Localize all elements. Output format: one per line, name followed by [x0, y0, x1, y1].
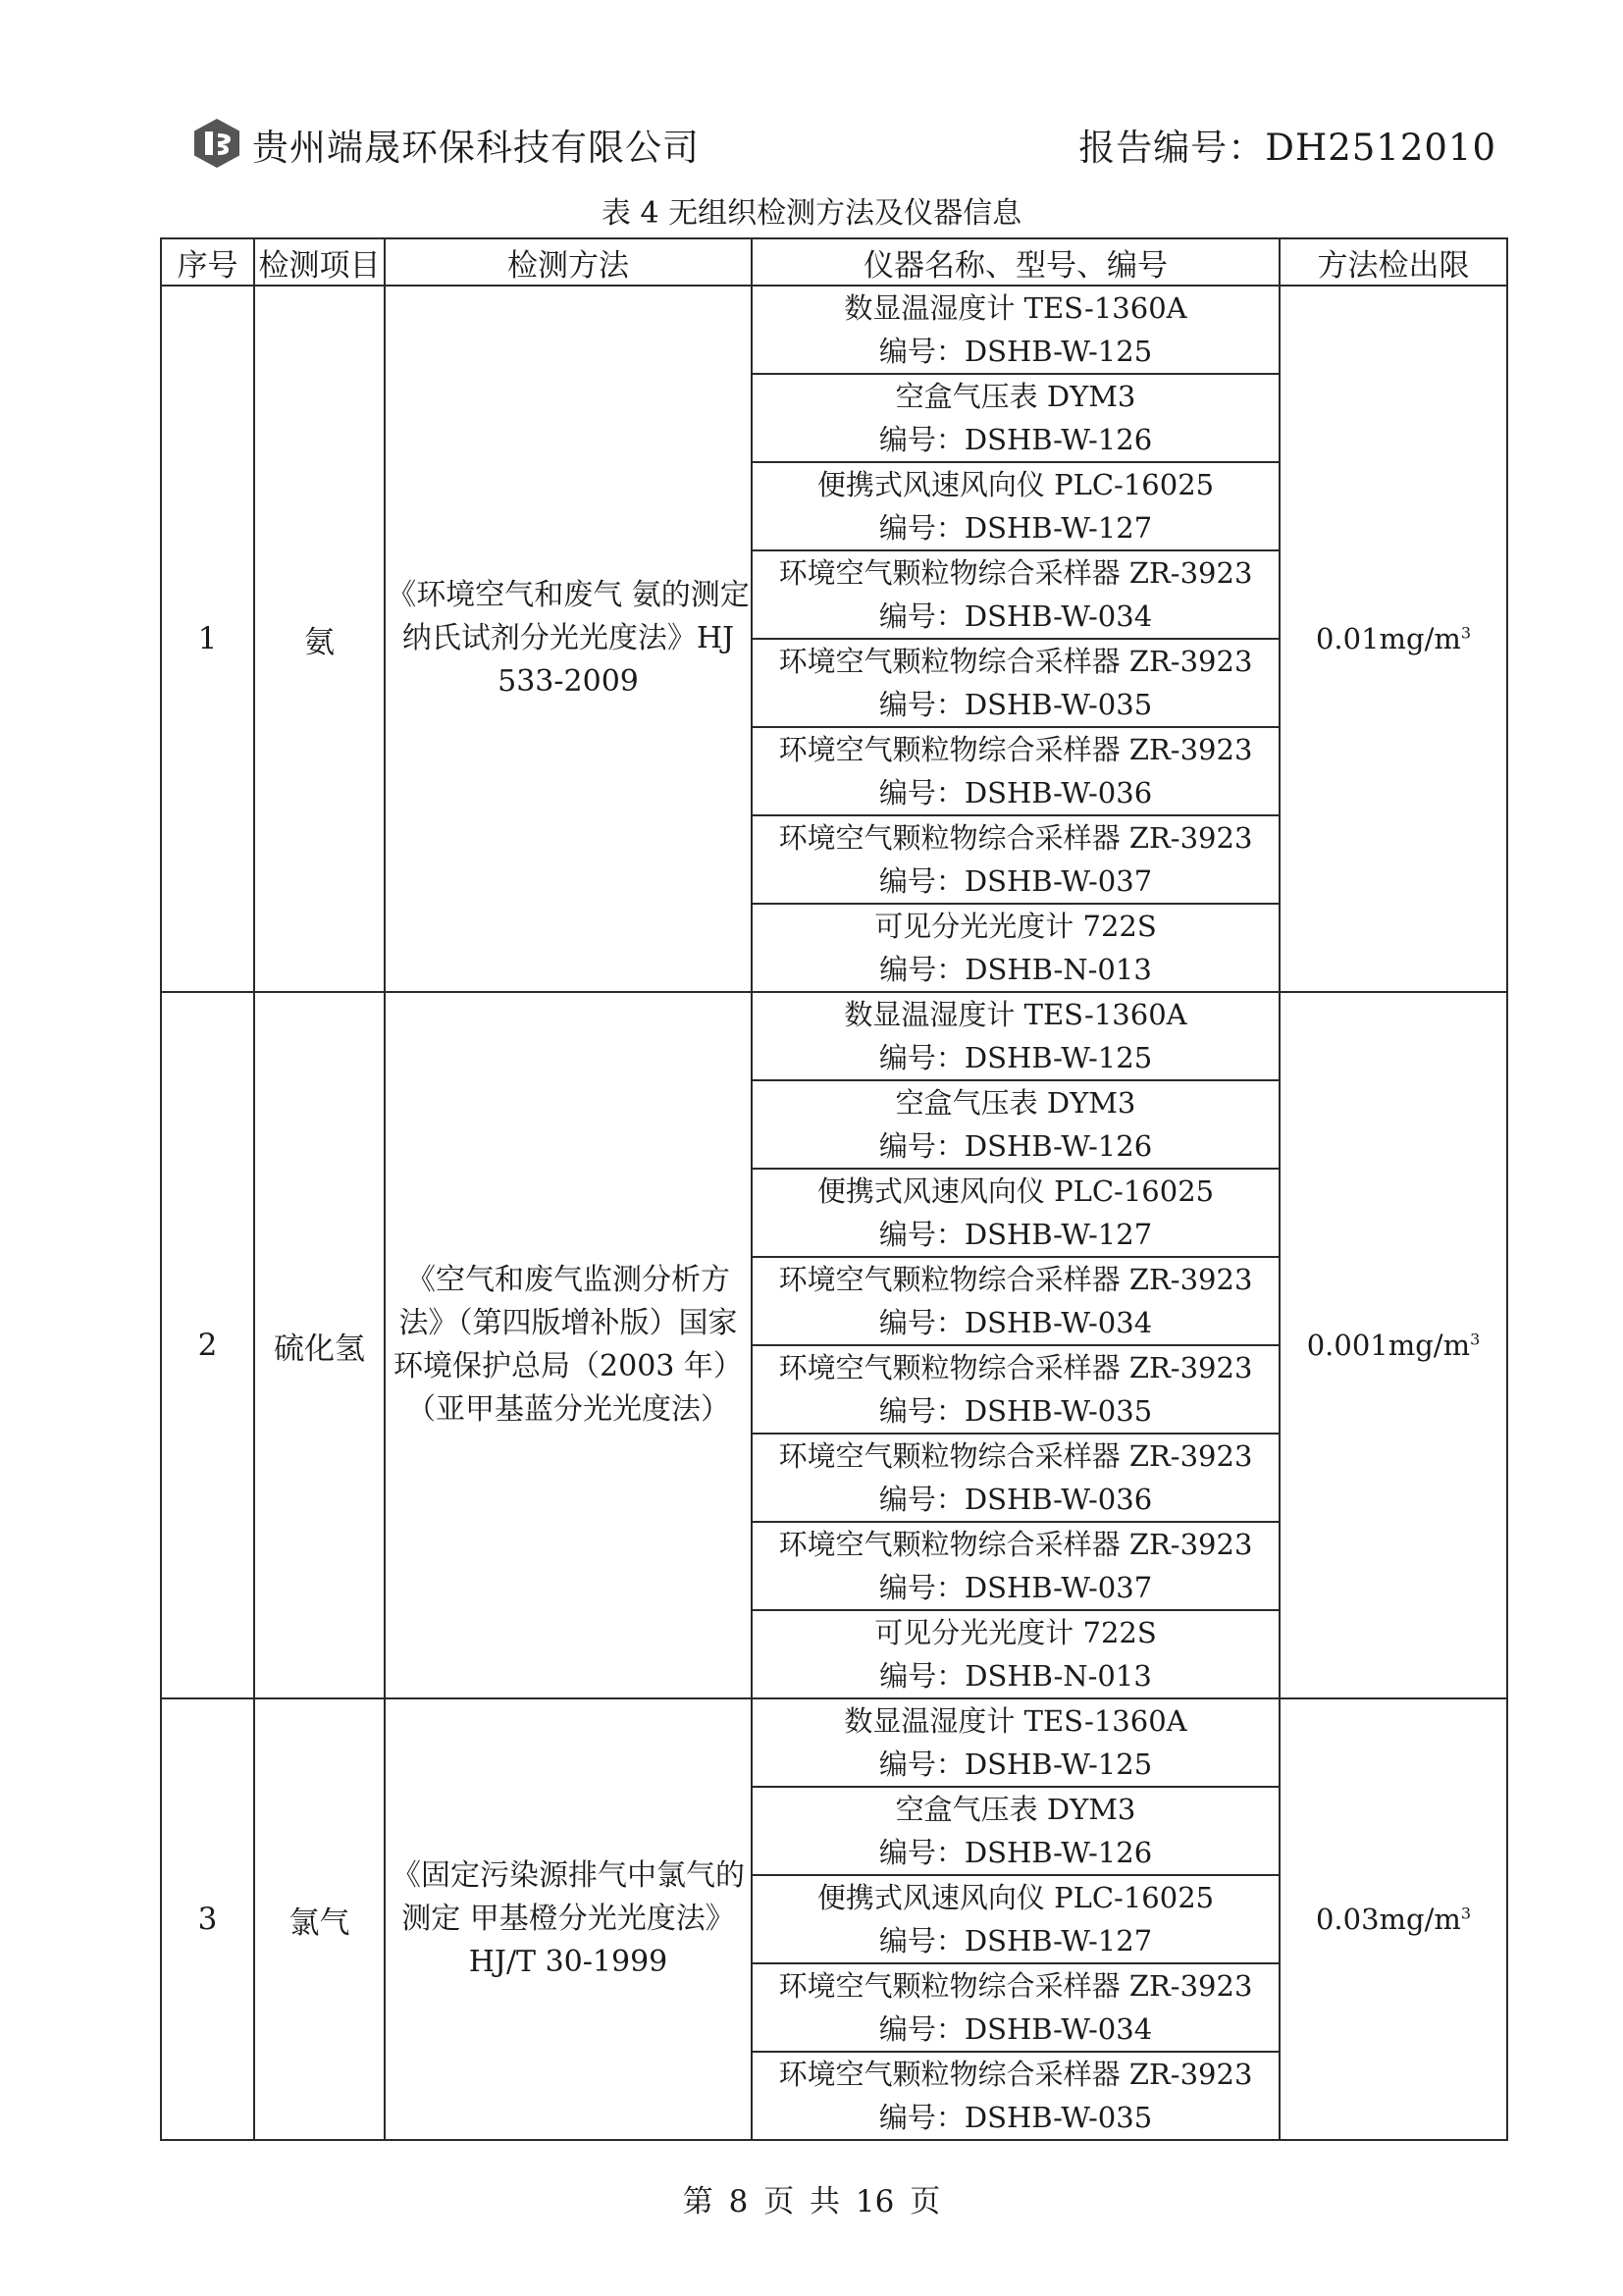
column-header: 检测项目 [254, 238, 385, 286]
instrument-name: 环境空气颗粒物综合采样器 ZR-3923 [778, 1439, 1253, 1473]
instrument-cell [752, 639, 1280, 727]
test-item: 硫化氢 [254, 992, 385, 1698]
instrument-name: 环境空气颗粒物综合采样器 ZR-3923 [778, 645, 1253, 678]
test-method: 《固定污染源排气中氯气的测定 甲基橙分光光度法》HJ/T 30-1999 [385, 1698, 752, 2140]
detection-limit [1280, 992, 1507, 1698]
instrument-code: 编号：DSHB-W-037 [878, 864, 1153, 898]
instrument-code: 编号：DSHB-W-034 [878, 1306, 1153, 1339]
instrument-cell [752, 550, 1280, 639]
instrument-name: 环境空气颗粒物综合采样器 ZR-3923 [778, 1969, 1253, 2003]
detection-limit [1280, 1698, 1507, 2140]
instrument-code: 编号：DSHB-W-037 [878, 1571, 1153, 1604]
instrument-code: 编号：DSHB-W-126 [878, 1129, 1153, 1163]
instrument-cell [752, 2052, 1280, 2140]
instrument-cell [752, 374, 1280, 462]
instrument-code: 编号：DSHB-W-125 [878, 1041, 1153, 1074]
instrument-cell [752, 1522, 1280, 1610]
row-number: 3 [161, 1698, 254, 2140]
table-body [161, 286, 1507, 2140]
test-item: 氯气 [254, 1698, 385, 2140]
company-name: 贵州端晟环保科技有限公司 [252, 127, 700, 169]
instrument-code: 编号：DSHB-W-036 [878, 1483, 1153, 1516]
instrument-code: 编号：DSHB-W-036 [878, 776, 1153, 809]
instrument-code: 编号：DSHB-W-035 [878, 688, 1153, 721]
column-header: 检测方法 [385, 238, 752, 286]
instrument-code: 编号：DSHB-N-013 [879, 953, 1152, 986]
instrument-name: 便携式风速风向仪 PLC-16025 [816, 468, 1215, 501]
instrument-name: 可见分光光度计 722S [874, 910, 1157, 943]
instrument-cell [752, 727, 1280, 815]
instrument-code: 编号：DSHB-W-127 [878, 1924, 1153, 1957]
limit-value: 0.03mg/m [1315, 1903, 1461, 1936]
instrument-cell [752, 286, 1280, 374]
page-header [191, 114, 1496, 173]
page-footer: 第 8 页 共 16 页 [682, 2184, 941, 2219]
limit-unit-exponent: 3 [1460, 1904, 1472, 1923]
table-row [161, 992, 1507, 1080]
instrument-name: 环境空气颗粒物综合采样器 ZR-3923 [778, 733, 1253, 766]
column-header: 方法检出限 [1280, 238, 1507, 286]
instrument-cell [752, 1610, 1280, 1698]
instrument-name: 环境空气颗粒物综合采样器 ZR-3923 [778, 1528, 1253, 1561]
instrument-cell [752, 1787, 1280, 1875]
instrument-name: 环境空气颗粒物综合采样器 ZR-3923 [778, 556, 1253, 590]
limit-value: 0.001mg/m [1306, 1329, 1471, 1362]
detection-limit [1280, 286, 1507, 992]
table-row [161, 1698, 1507, 1787]
table-caption: 表 4 无组织检测方法及仪器信息 [601, 196, 1022, 231]
instrument-code: 编号：DSHB-W-127 [878, 1218, 1153, 1251]
limit-value: 0.01mg/m [1315, 622, 1461, 655]
instrument-name: 空盒气压表 DYM3 [895, 1086, 1136, 1120]
instrument-code: 编号：DSHB-W-035 [878, 2101, 1153, 2134]
test-method: 《环境空气和废气 氨的测定 纳氏试剂分光光度法》HJ 533-2009 [385, 286, 752, 992]
report-number: 报告编号：DH2512010 [1078, 127, 1496, 169]
instrument-code: 编号：DSHB-W-034 [878, 600, 1153, 633]
instrument-code: 编号：DSHB-W-126 [878, 423, 1153, 456]
instrument-cell [752, 1080, 1280, 1169]
instrument-cell [752, 1169, 1280, 1257]
instrument-name: 便携式风速风向仪 PLC-16025 [816, 1174, 1215, 1208]
instrument-cell [752, 1345, 1280, 1434]
instrument-name: 环境空气颗粒物综合采样器 ZR-3923 [778, 821, 1253, 855]
instrument-name: 环境空气颗粒物综合采样器 ZR-3923 [778, 2058, 1253, 2091]
table-row [161, 286, 1507, 374]
instrument-code: 编号：DSHB-W-127 [878, 511, 1153, 545]
row-number: 1 [161, 286, 254, 992]
method-instrument-table [160, 237, 1508, 2141]
instrument-name: 空盒气压表 DYM3 [895, 1793, 1136, 1826]
instrument-name: 数显温湿度计 TES-1360A [844, 998, 1187, 1031]
column-header: 仪器名称、型号、编号 [752, 238, 1280, 286]
row-number: 2 [161, 992, 254, 1698]
instrument-name: 数显温湿度计 TES-1360A [844, 1704, 1187, 1738]
instrument-cell [752, 462, 1280, 550]
instrument-cell [752, 1963, 1280, 2052]
instrument-cell [752, 904, 1280, 992]
test-item: 氨 [254, 286, 385, 992]
instrument-name: 环境空气颗粒物综合采样器 ZR-3923 [778, 1351, 1253, 1384]
column-header: 序号 [161, 238, 254, 286]
instrument-name: 空盒气压表 DYM3 [895, 380, 1136, 413]
instrument-code: 编号：DSHB-N-013 [879, 1659, 1152, 1693]
instrument-cell [752, 1875, 1280, 1963]
instrument-cell [752, 1698, 1280, 1787]
instrument-code: 编号：DSHB-W-125 [878, 1748, 1153, 1781]
instrument-cell [752, 992, 1280, 1080]
instrument-cell [752, 815, 1280, 904]
instrument-name: 数显温湿度计 TES-1360A [844, 291, 1187, 325]
table-header-row [161, 238, 1507, 286]
instrument-cell [752, 1434, 1280, 1522]
instrument-code: 编号：DSHB-W-125 [878, 335, 1153, 368]
company-logo-icon [191, 118, 242, 169]
instrument-code: 编号：DSHB-W-035 [878, 1394, 1153, 1428]
instrument-name: 可见分光光度计 722S [874, 1616, 1157, 1649]
instrument-name: 环境空气颗粒物综合采样器 ZR-3923 [778, 1263, 1253, 1296]
instrument-cell [752, 1257, 1280, 1345]
instrument-code: 编号：DSHB-W-126 [878, 1836, 1153, 1869]
instrument-name: 便携式风速风向仪 PLC-16025 [816, 1881, 1215, 1914]
limit-unit-exponent: 3 [1460, 623, 1472, 643]
instrument-code: 编号：DSHB-W-034 [878, 2012, 1153, 2046]
test-method: 《空气和废气监测分析方法》（第四版增补版）国家环境保护总局（2003 年）（亚甲基蓝分光光度法） [385, 992, 752, 1698]
limit-unit-exponent: 3 [1470, 1330, 1481, 1349]
